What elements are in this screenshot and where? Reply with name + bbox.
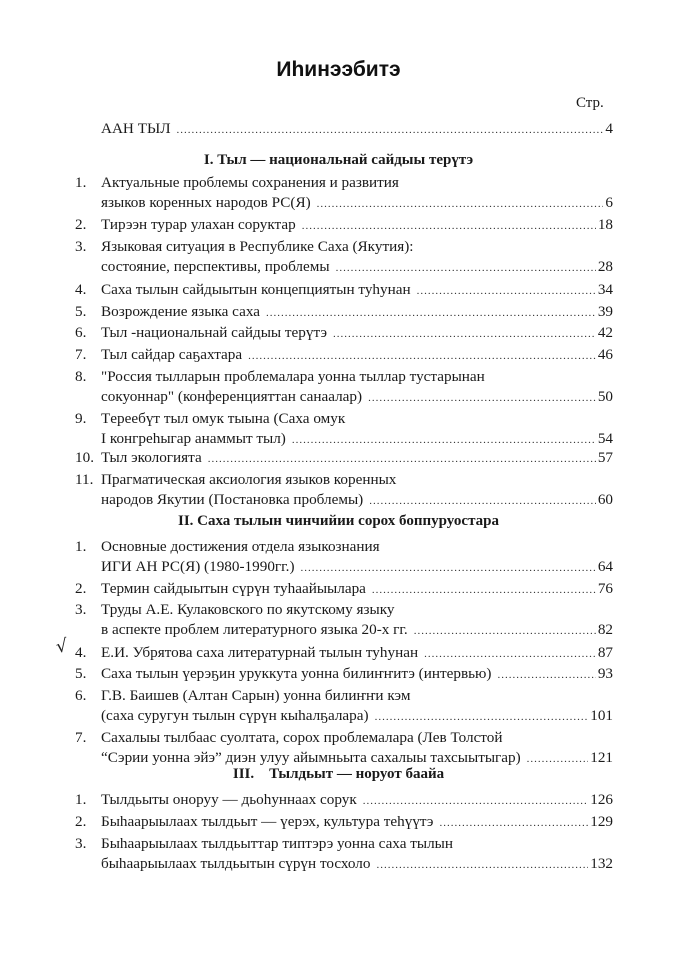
entry-number: 10. [75,449,94,466]
entry-line [101,686,613,706]
entry-number: 2. [75,813,87,830]
entry-title: Возрождение языка саха [101,303,260,320]
entry-page: 34 [597,281,613,298]
entry-title: Е.И. Убрятова саха литературнай тылын туhунан [101,644,419,661]
entry-title: состояние, перспективы, проблемы [101,258,330,275]
entry-body [101,345,613,366]
entry-body [101,790,613,811]
entry-line [101,387,613,408]
entry-line [101,257,613,278]
entry-number: 9. [75,410,87,427]
entry-body [101,302,613,323]
entry-title: ИГИ АН РС(Я) (1980-1990гг.) [101,558,295,575]
leader-dots [301,558,596,578]
leader-dots [248,346,596,366]
leader-dots [497,665,595,685]
leader-dots [177,124,604,136]
entry-line [101,323,613,344]
entry-body [101,237,613,278]
entry-page: 93 [597,665,613,682]
entry-page: 46 [597,346,613,363]
section-heading: I. Тыл — национальнай сайдыы тeрүтэ [203,152,474,168]
entry-page: 129 [590,813,613,830]
entry-line [101,728,613,748]
leader-dots [424,644,596,664]
leader-dots [302,216,596,236]
entry-line [101,173,613,193]
entry-body [101,600,613,641]
entry-line [101,812,613,833]
entry-body [101,834,613,875]
entry-line [101,854,613,875]
entry-body [101,470,613,511]
entry-number: 5. [75,665,87,682]
entry-body [101,686,613,727]
entry-page: 28 [597,258,613,275]
leader-dots [376,855,588,875]
entry-body [101,367,613,408]
leader-dots [417,281,596,301]
entry-title: I конгреhыгар анаммыт тыл) [101,430,286,447]
entry-title: народов Якутии (Постановка проблемы) [101,491,364,508]
entry-number: 7. [75,729,87,746]
entry-title: Тыл сайдар саҕахтара [101,346,243,363]
leader-dots [336,258,596,278]
entry-body [101,579,613,600]
entry-body [101,409,613,450]
leader-dots [368,388,596,408]
entry-title: Г.В. Баишев (Алтан Сарын) уонна билиҥҥи кэм [101,687,411,704]
leader-dots [372,580,596,600]
entry-title: ААН ТЫЛ [101,120,171,137]
entry-body [101,664,613,685]
entry-line [101,215,613,236]
entry-number: 2. [75,216,87,233]
entry-body [101,448,613,469]
entry-line [101,579,613,600]
leader-dots [292,430,596,450]
entry-number: 8. [75,368,87,385]
entry-number: 6. [75,687,87,704]
entry-page: 60 [597,491,613,508]
toc-entry-intro[interactable] [101,120,613,138]
entry-page: 42 [597,324,613,341]
leader-dots [208,449,596,469]
entry-number: 3. [75,601,87,618]
page-title: Иhинээбитэ [276,58,401,81]
entry-title: “Сэрии уонна эйэ” диэн улуу айымньыта сахалыы тахсыытыгар) [101,749,521,766]
entry-line [101,620,613,641]
entry-number: 3. [75,835,87,852]
entry-title: Быhаарыылаах тылдьыт — үeрэх, культура тehүүтэ [101,813,434,830]
entry-line [101,706,613,727]
entry-number: 4. [75,281,87,298]
entry-title: Саха тылын сайдыытын концепциятын туhунан [101,281,411,298]
entry-body [101,215,613,236]
entry-line [101,429,613,450]
entry-title: Тыл экологията [101,449,202,466]
leader-dots [333,324,596,344]
entry-page: 18 [597,216,613,233]
entry-title: Тылдьыты оноруу — дьоhуннаах сорук [101,791,357,808]
entry-body [101,728,613,769]
leader-dots [266,303,596,323]
section-heading: III. Тылдьыт — норуот баайа [232,766,445,782]
entry-number: 2. [75,580,87,597]
entry-number: 6. [75,324,87,341]
entry-number: 4. [75,644,87,661]
entry-title: Сахалыы тылбаас суолтата, сорох проблемалара (Лев Толстой [101,729,503,746]
entry-line [101,537,613,557]
leader-dots [375,707,589,727]
leader-dots [363,791,588,811]
entry-title: в аспекте проблем литературного языка 20-х гг. [101,621,408,638]
entry-title: Тирээн турар улахан соруктар [101,216,296,233]
entry-title: языков коренных народов РС(Я) [101,194,311,211]
leader-dots [439,813,588,833]
entry-page: 76 [597,580,613,597]
entry-line [101,280,613,301]
entry-number: 3. [75,238,87,255]
entry-page: 54 [597,430,613,447]
entry-page: 132 [590,855,613,872]
entry-page: 64 [597,558,613,575]
entry-line [101,557,613,578]
entry-title: (саха суругун тылын сүрүн кыhалҕалара) [101,707,369,724]
entry-title: Актуальные проблемы сохранения и развития [101,174,399,191]
entry-page: 126 [590,791,613,808]
entry-line [101,790,613,811]
entry-page: 39 [597,303,613,320]
leader-dots [317,194,604,214]
entry-title: Тeрeeбүт тыл омук тыына (Саха омук [101,410,346,427]
entry-page: 50 [597,388,613,405]
entry-line [101,193,613,214]
entry-number: 11. [75,471,94,488]
entry-line [101,834,613,854]
entry-title: Языковая ситуация в Республике Саха (Якутия): [101,238,414,255]
entry-title: Труды А.Е. Кулаковского по якутскому языку [101,601,395,618]
entry-line [101,600,613,620]
entry-title: "Россия тылларын проблемалара уонна тыллар тустарынан [101,368,485,385]
section-heading: II. Саха тылын чинчийии сорох боппуруостара [178,513,499,529]
handwritten-checkmark-icon: √ [54,635,69,658]
entry-page: 4 [605,120,613,137]
pages-column-label: Стр. [576,95,604,111]
entry-title: Быhаарыылаах тылдьыттар типтэрэ уонна саха тылын [101,835,453,852]
entry-body [101,280,613,301]
entry-page: 121 [590,749,613,766]
entry-line [101,367,613,387]
entry-line [101,448,613,469]
entry-body [101,537,613,578]
leader-dots [414,621,596,641]
entry-line [101,345,613,366]
entry-page: 6 [605,194,613,211]
entry-body [101,173,613,214]
entry-page: 57 [597,449,613,466]
entry-number: 1. [75,791,87,808]
entry-line [101,643,613,664]
entry-body [101,643,613,664]
entry-title: Термин сайдыытын сүрүн туhаайыылара [101,580,366,597]
entry-page: 82 [597,621,613,638]
entry-line [101,409,613,429]
entry-body [101,323,613,344]
entry-number: 5. [75,303,87,320]
entry-number: 1. [75,538,87,555]
entry-title: быhаарыылаах тылдьытын сүрүн тосхоло [101,855,371,872]
entry-line [101,302,613,323]
entry-page: 101 [590,707,613,724]
entry-title: сокуоннар" (конференцияттан санаалар) [101,388,363,405]
entry-number: 1. [75,174,87,191]
entry-number: 7. [75,346,87,363]
leader-dots [369,491,596,511]
entry-title: Саха тылын үeрэҕин уруккута уонна билиҥҥитэ (интервью) [101,665,492,682]
entry-line [101,470,613,490]
entry-body [101,812,613,833]
entry-title: Прагматическая аксиология языков коренных [101,471,397,488]
entry-line [101,490,613,511]
entry-line [101,664,613,685]
entry-title: Тыл -национальнай сайдыы тeрүтэ [101,324,328,341]
entry-line [101,237,613,257]
entry-title: Основные достижения отдела языкознания [101,538,380,555]
entry-page: 87 [597,644,613,661]
